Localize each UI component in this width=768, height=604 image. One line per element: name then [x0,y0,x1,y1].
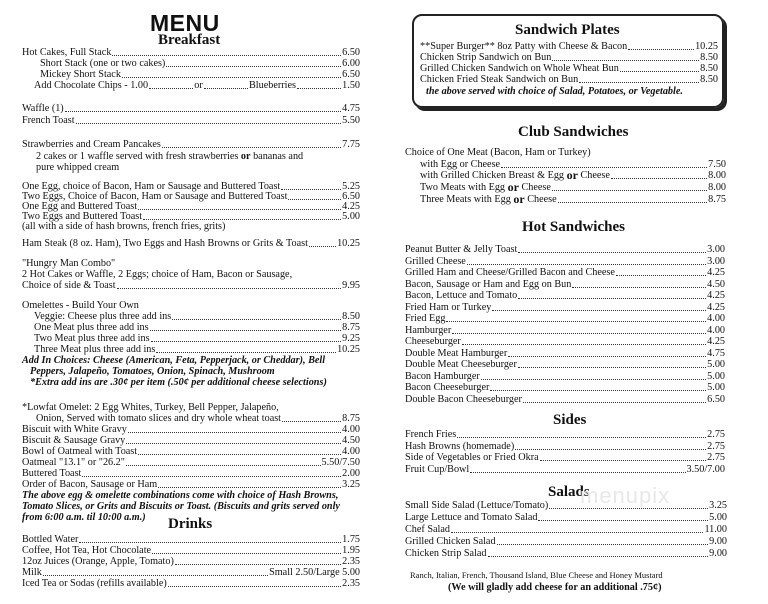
menu-item [405,452,725,463]
menu-item [405,348,725,359]
item-name: Peanut Butter & Jelly Toast [405,244,518,255]
item-name: Biscuit with White Gravy [22,424,127,435]
salads-heading: Salads [548,484,590,500]
item-price: 5.00 [709,512,727,523]
item-price: 6.50 [342,47,360,58]
item-price: 5.25 [342,181,360,192]
desc-text: bananas and [253,151,304,162]
menu-item-french-toast [22,115,360,126]
item-name: Two Eggs, Choice of Bacon, Ham or Sausage and Buttered Toast [22,191,288,202]
item-name: Bottled Water [22,534,79,545]
menu-item-coffee [22,545,360,556]
item-name: Bowl of Oatmeal with Toast [22,446,138,457]
item-name: Add Chocolate Chips - 1.00 [34,80,149,91]
or-text: or [513,192,525,206]
menu-item-one-meat-omelette [34,322,360,333]
item-name: Chef Salad [405,524,450,535]
item-name: Veggie: Cheese plus three add ins [34,311,172,322]
menu-item-veggie-omelette [34,311,360,322]
item-price: 5.00 [707,370,725,382]
item-name: Coffee, Hot Tea, Hot Chocolate [22,545,152,556]
menu-item [405,336,725,347]
cheese-note: (We will gladly add cheese for an additional .75¢) [448,582,662,593]
item-price: 9.95 [342,280,360,291]
menu-item-oatmeal [22,457,360,468]
item-price: 5.00 [342,211,360,222]
hungry-man-title: "Hungry Man Combo" [22,258,116,269]
menu-item-short-stack [40,58,360,69]
item-price: 9.25 [342,333,360,344]
menu-item-mickey [40,69,360,80]
item-name: 12oz Juices (Orange, Apple, Tomato) [22,556,174,567]
menu-item-grilled-chicken-sandwich [420,63,718,74]
item-price: 5.00 [342,567,360,578]
item-name: with Grilled Chicken Breast & Egg [420,170,565,181]
item-name: Three Meats with Egg [420,194,511,205]
item-name: Bacon, Lettuce and Tomato [405,290,518,301]
item-price: 8.50 [700,52,718,63]
item-name: Waffle (1) [22,103,64,114]
item-price: 3.00 [707,244,725,255]
item-price: 6.00 [342,58,360,69]
item-price: 4.50 [707,278,725,290]
item-name: Two Eggs and Buttered Toast [22,211,143,222]
item-name: Bacon, Sausage or Ham and Egg on Bun [405,278,572,290]
item-name: Side of Vegetables or Fried Okra [405,452,539,463]
item-price: 3.25 [342,479,360,490]
item-price: 9.00 [709,548,727,559]
item-name: Order of Bacon, Sausage or Ham [22,479,158,490]
item-price: 2.00 [342,468,360,479]
item-name: Hamburger [405,324,452,336]
item-price: 7.75 [342,139,360,150]
menu-item [405,290,725,301]
item-price: 8.00 [708,182,726,193]
item-price: 8.75 [708,194,726,205]
item-name: Two Meats with Egg [420,182,506,193]
menu-item [405,256,725,267]
menu-item [405,524,727,535]
item-price: 10.25 [695,41,718,52]
item-price: 9.00 [709,536,727,547]
item-price: 8.00 [708,170,726,181]
item-price: 3.25 [709,500,727,511]
item-name: One Egg, choice of Bacon, Ham or Sausage and Buttered Toast [22,181,281,192]
item-price: 4.25 [707,301,725,313]
menu-item [405,302,725,313]
item-name: Hash Browns (homemade) [405,440,515,452]
menu-item-juice [22,556,360,567]
item-price: 1.75 [342,534,360,545]
item-name: Choice of side & Toast [22,280,116,291]
item-name: Large Lettuce and Tomato Salad [405,512,538,523]
item-name: Biscuit & Sausage Gravy [22,435,126,446]
item-price: 4.25 [342,201,360,212]
drinks-heading: Drinks [168,516,213,532]
item-price: 10.25 [337,238,360,249]
hungry-man-desc: 2 Hot Cakes or Waffle, 2 Eggs; choice of Ham, Bacon or Sausage, [22,269,293,280]
item-name: Chicken Strip Sandwich on Bun [420,52,552,63]
item-name: Double Meat Hamburger [405,347,508,359]
combo-note-1: The above egg & omelette combinations come with choice of Hash Browns, [22,490,339,501]
menu-item [405,429,725,440]
item-tail: Blueberries [248,80,296,91]
menu-item-waffle [22,103,360,114]
item-price: 5.50/7.50 [321,457,360,468]
item-price: 10.25 [337,344,360,355]
menu-item-buttered-toast [22,468,360,479]
menu-item [405,382,725,393]
strawberry-desc [36,151,303,162]
item-name: Onion, Served with tomato slices and dry whole wheat toast [36,413,282,424]
item-name: French Fries [405,429,457,440]
item-name: Iced Tea or Sodas (refills available) [22,578,167,589]
menu-item-milk [22,567,360,578]
menu-item [405,548,727,559]
item-name: Double Bacon Cheeseburger [405,393,522,405]
lowfat-omelet-desc: *Lowfat Omelet: 2 Egg Whites, Turkey, Bell Pepper, Jalapeño, [22,402,279,413]
item-price: 5.50 [342,115,360,126]
item-name: Chicken Fried Steak Sandwich on Bun [420,74,579,85]
menu-item [405,359,725,370]
item-name: Strawberries and Cream Pancakes [22,139,161,150]
item-name: Hot Cakes, Full Stack [22,47,112,58]
item-name: Buttered Toast [22,468,82,479]
or-text: or [566,168,578,182]
menu-item-order-bacon [22,479,360,490]
item-name: Fruit Cup/Bowl [405,463,470,475]
item-name: Cheeseburger [405,336,461,347]
item-price: 6.50 [707,393,725,405]
menu-item [405,536,727,547]
menu-item-biscuit-sausage [22,435,360,446]
menu-item-oatmeal-bowl [22,446,360,457]
item-price: 2.75 [707,452,725,463]
item-price: 4.00 [707,313,725,324]
menu-item [405,313,725,324]
item-sizes: Small 2.50/Large [269,567,340,578]
addin-choices-2: Peppers, Jalapeño, Tomatoes, Onion, Spinach, Mushroom [30,366,275,377]
item-name: Short Stack (one or two cakes) [40,58,166,69]
item-price: 4.00 [707,324,725,336]
dressings-list: Ranch, Italian, French, Thousand Island, Blue Cheese and Honey Mustard [410,570,663,580]
item-price: 8.75 [342,413,360,424]
menu-item [405,371,725,382]
item-name: Three Meat plus three add ins [34,344,156,355]
item-price: 1.50 [342,80,360,91]
item-name: Small Side Salad (Lettuce/Tomato) [405,500,549,511]
item-price: 2.35 [342,556,360,567]
menu-item [405,441,725,452]
item-price: 4.25 [707,267,725,278]
sandwich-plates-heading: Sandwich Plates [515,22,620,38]
menu-item [405,464,725,475]
menu-item-three-meat-omelette [34,344,360,355]
item-name: Milk [22,567,42,578]
item-name: One Meat plus three add ins [34,322,149,333]
menu-item [405,500,727,511]
item-name: with Egg or Cheese [420,159,501,170]
combo-note-3: from 6:00 a.m. til 10:00 a.m.) [22,512,146,523]
item-price: 8.50 [342,311,360,322]
club-heading: Club Sandwiches [518,124,629,140]
item-price: 2.35 [342,578,360,589]
item-name: One Egg and Buttered Toast [22,201,138,212]
menu-item-super-burger [420,41,718,52]
sides-heading: Sides [553,412,587,428]
item-name: **Super Burger** 8oz Patty with Cheese & Bacon [420,41,628,52]
hot-sandwiches-heading: Hot Sandwiches [522,219,625,235]
item-price: 4.25 [707,336,725,347]
club-intro: Choice of One Meat (Bacon, Ham or Turkey) [405,147,591,158]
item-price: 3.50/7.00 [686,463,725,475]
item-name: Two Meat plus three add ins [34,333,150,344]
watermark-logo: menupix [580,483,671,508]
item-name: Oatmeal "13.1" or "26.2" [22,457,125,468]
menu-item-hot-cakes [22,47,360,58]
item-name: Bacon Hamburger [405,370,480,382]
item-price: 3.00 [707,255,725,267]
item-name: Grilled Chicken Sandwich on Whole Wheat Bun [420,63,619,74]
menu-item-ham-steak [22,238,360,249]
item-price: 2.75 [707,429,725,440]
item-price: 11.00 [704,524,727,535]
item-name: Double Meat Cheeseburger [405,359,517,370]
hashbrown-note: (all with a side of hash browns, french fries, grits) [22,221,226,232]
item-price: 4.50 [342,435,360,446]
menu-item-biscuit-white [22,424,360,435]
item-price: 1.95 [342,545,360,556]
sandwich-plates-note: the above served with choice of Salad, Potatoes, or Vegetable. [426,86,683,97]
item-price: 4.25 [707,290,725,301]
menu-item-club-grilled [420,170,726,181]
menu-item-add-choc [34,80,360,91]
item-price: 6.50 [342,191,360,202]
item-price: 5.00 [707,359,725,370]
item-price: 8.75 [342,322,360,333]
menu-item [405,279,725,290]
item-price: 4.00 [342,446,360,457]
item-name: Bacon Cheeseburger [405,382,490,393]
menu-item-club-three-meats [420,194,726,205]
desc-text: 2 cakes or 1 waffle served with fresh strawberries [36,151,239,162]
menu-item-chicken-fried-steak [420,74,718,85]
menu-item-water [22,534,360,545]
item-tail: Cheese [527,194,557,205]
menu-item [405,267,725,278]
strawberry-desc-2: pure whipped cream [36,162,120,173]
omelettes-heading: Omelettes - Build Your Own [22,300,139,311]
item-price: 8.50 [700,74,718,85]
item-tail: Cheese [580,170,610,181]
item-price: 6.50 [342,69,360,80]
item-name: French Toast [22,115,75,126]
item-price: 8.50 [700,63,718,74]
addin-choices-1: Add In Choices: Cheese (American, Feta, Pepperjack, or Cheddar), Bell [22,355,326,366]
item-name: Fried Egg [405,313,446,324]
menu-item [405,325,725,336]
item-name: Grilled Cheese [405,255,466,267]
menu-item-hungry-man [22,280,360,291]
menu-item-lowfat-omelet [36,413,360,424]
menu-item [405,394,725,405]
item-name: Ham Steak (8 oz. Ham), Two Eggs and Hash Browns or Grits & Toast [22,238,308,249]
item-name: Grilled Chicken Salad [405,536,496,547]
item-tail: Cheese [521,182,551,193]
extra-addins-note: *Extra add ins are .30¢ per item (.50¢ per additional cheese selections) [30,377,327,388]
or-text: or [194,80,203,91]
item-price: 7.50 [708,159,726,170]
menu-item [405,244,725,255]
item-price: 2.75 [707,440,725,452]
combo-note-2: Tomato Slices, or Grits and Biscuits or Toast. (Biscuits and grits served only [22,501,340,512]
menu-item-strawberry [22,139,360,150]
item-name: Chicken Strip Salad [405,548,487,559]
menu-item-club-two-meats [420,182,726,193]
item-price: 4.75 [707,347,725,359]
item-price: 4.75 [342,103,360,114]
menu-item-chicken-strip-sandwich [420,52,718,63]
item-name: Mickey Short Stack [40,69,121,80]
menu-item-iced-tea [22,578,360,589]
or-text: or [240,151,251,162]
menu-title: MENU [150,10,220,36]
menu-item [405,512,727,523]
item-name: Grilled Ham and Cheese/Grilled Bacon and Cheese [405,267,615,278]
menu-item-two-meat-omelette [34,333,360,344]
item-price: 5.00 [707,382,725,393]
or-text: or [507,180,519,194]
item-name: Fried Ham or Turkey [405,301,492,313]
breakfast-heading: Breakfast [158,32,221,48]
item-price: 4.00 [342,424,360,435]
